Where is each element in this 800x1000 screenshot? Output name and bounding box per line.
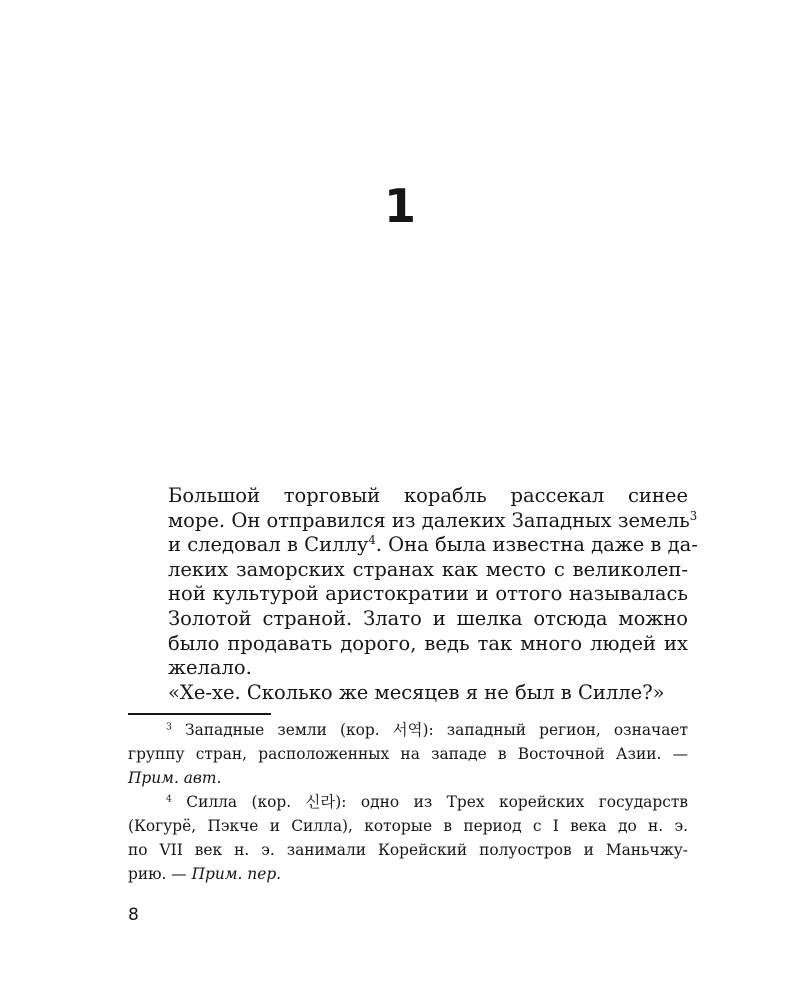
- footnote-marker: 4: [166, 793, 172, 805]
- text-line: ной культурой аристократии и оттого называлась: [168, 582, 688, 606]
- footnote-4: [128, 790, 688, 886]
- text-line: Большой торговый корабль рассекал синее: [168, 484, 688, 507]
- footnote-divider: [128, 713, 271, 715]
- text-line: Золотой страной. Злато и шелка отсюда можно: [168, 606, 688, 630]
- footnote-ref-4: 4: [368, 533, 376, 548]
- footnote-line: (Когурё, Пэкче и Силла), которые в период с I века до н. э.: [128, 817, 688, 835]
- text-line: было продавать дорого, ведь так много людей их: [168, 631, 688, 655]
- footnotes: [128, 718, 688, 886]
- footnote-line: рию. — Прим. пер.: [128, 865, 282, 883]
- footnote-line: $^3$ Западные земли (кор. 서역): западный регион, означает: [166, 721, 688, 739]
- text-line: и следовал в Силлу$^4$. Она была известна даже в да-: [168, 533, 698, 557]
- paragraph-2: [128, 681, 688, 706]
- footnote-line: [128, 766, 688, 790]
- page-number: 8: [128, 905, 139, 925]
- footnote-line: $^4$ Силла (кор. 신라): одно из Трех корейских государств: [166, 793, 688, 811]
- text-line: море. Он отправился из далеких Западных земель$^3$: [168, 508, 698, 532]
- text-line: желало.: [168, 656, 252, 680]
- chapter-number: 1: [383, 179, 416, 233]
- text-line: «Хе-хе. Сколько же месяцев я не был в Силле?»: [168, 680, 665, 704]
- footnote-marker: 3: [166, 721, 172, 733]
- footnote-ref-3: 3: [689, 508, 698, 523]
- text-line: леких заморских странах как место с великолеп-: [168, 557, 688, 581]
- footnote-line: по VII век н. э. занимали Корейский полуостров и Маньчжу-: [128, 841, 688, 859]
- paragraph-1: [128, 484, 698, 681]
- footnote-note: Прим. авт.: [128, 769, 222, 787]
- main-text: [128, 484, 698, 705]
- footnote-line: группу стран, расположенных на западе в Восточной Азии. —: [128, 745, 688, 763]
- footnote-3: [128, 718, 688, 790]
- footnote-note: Прим. пер.: [191, 865, 282, 883]
